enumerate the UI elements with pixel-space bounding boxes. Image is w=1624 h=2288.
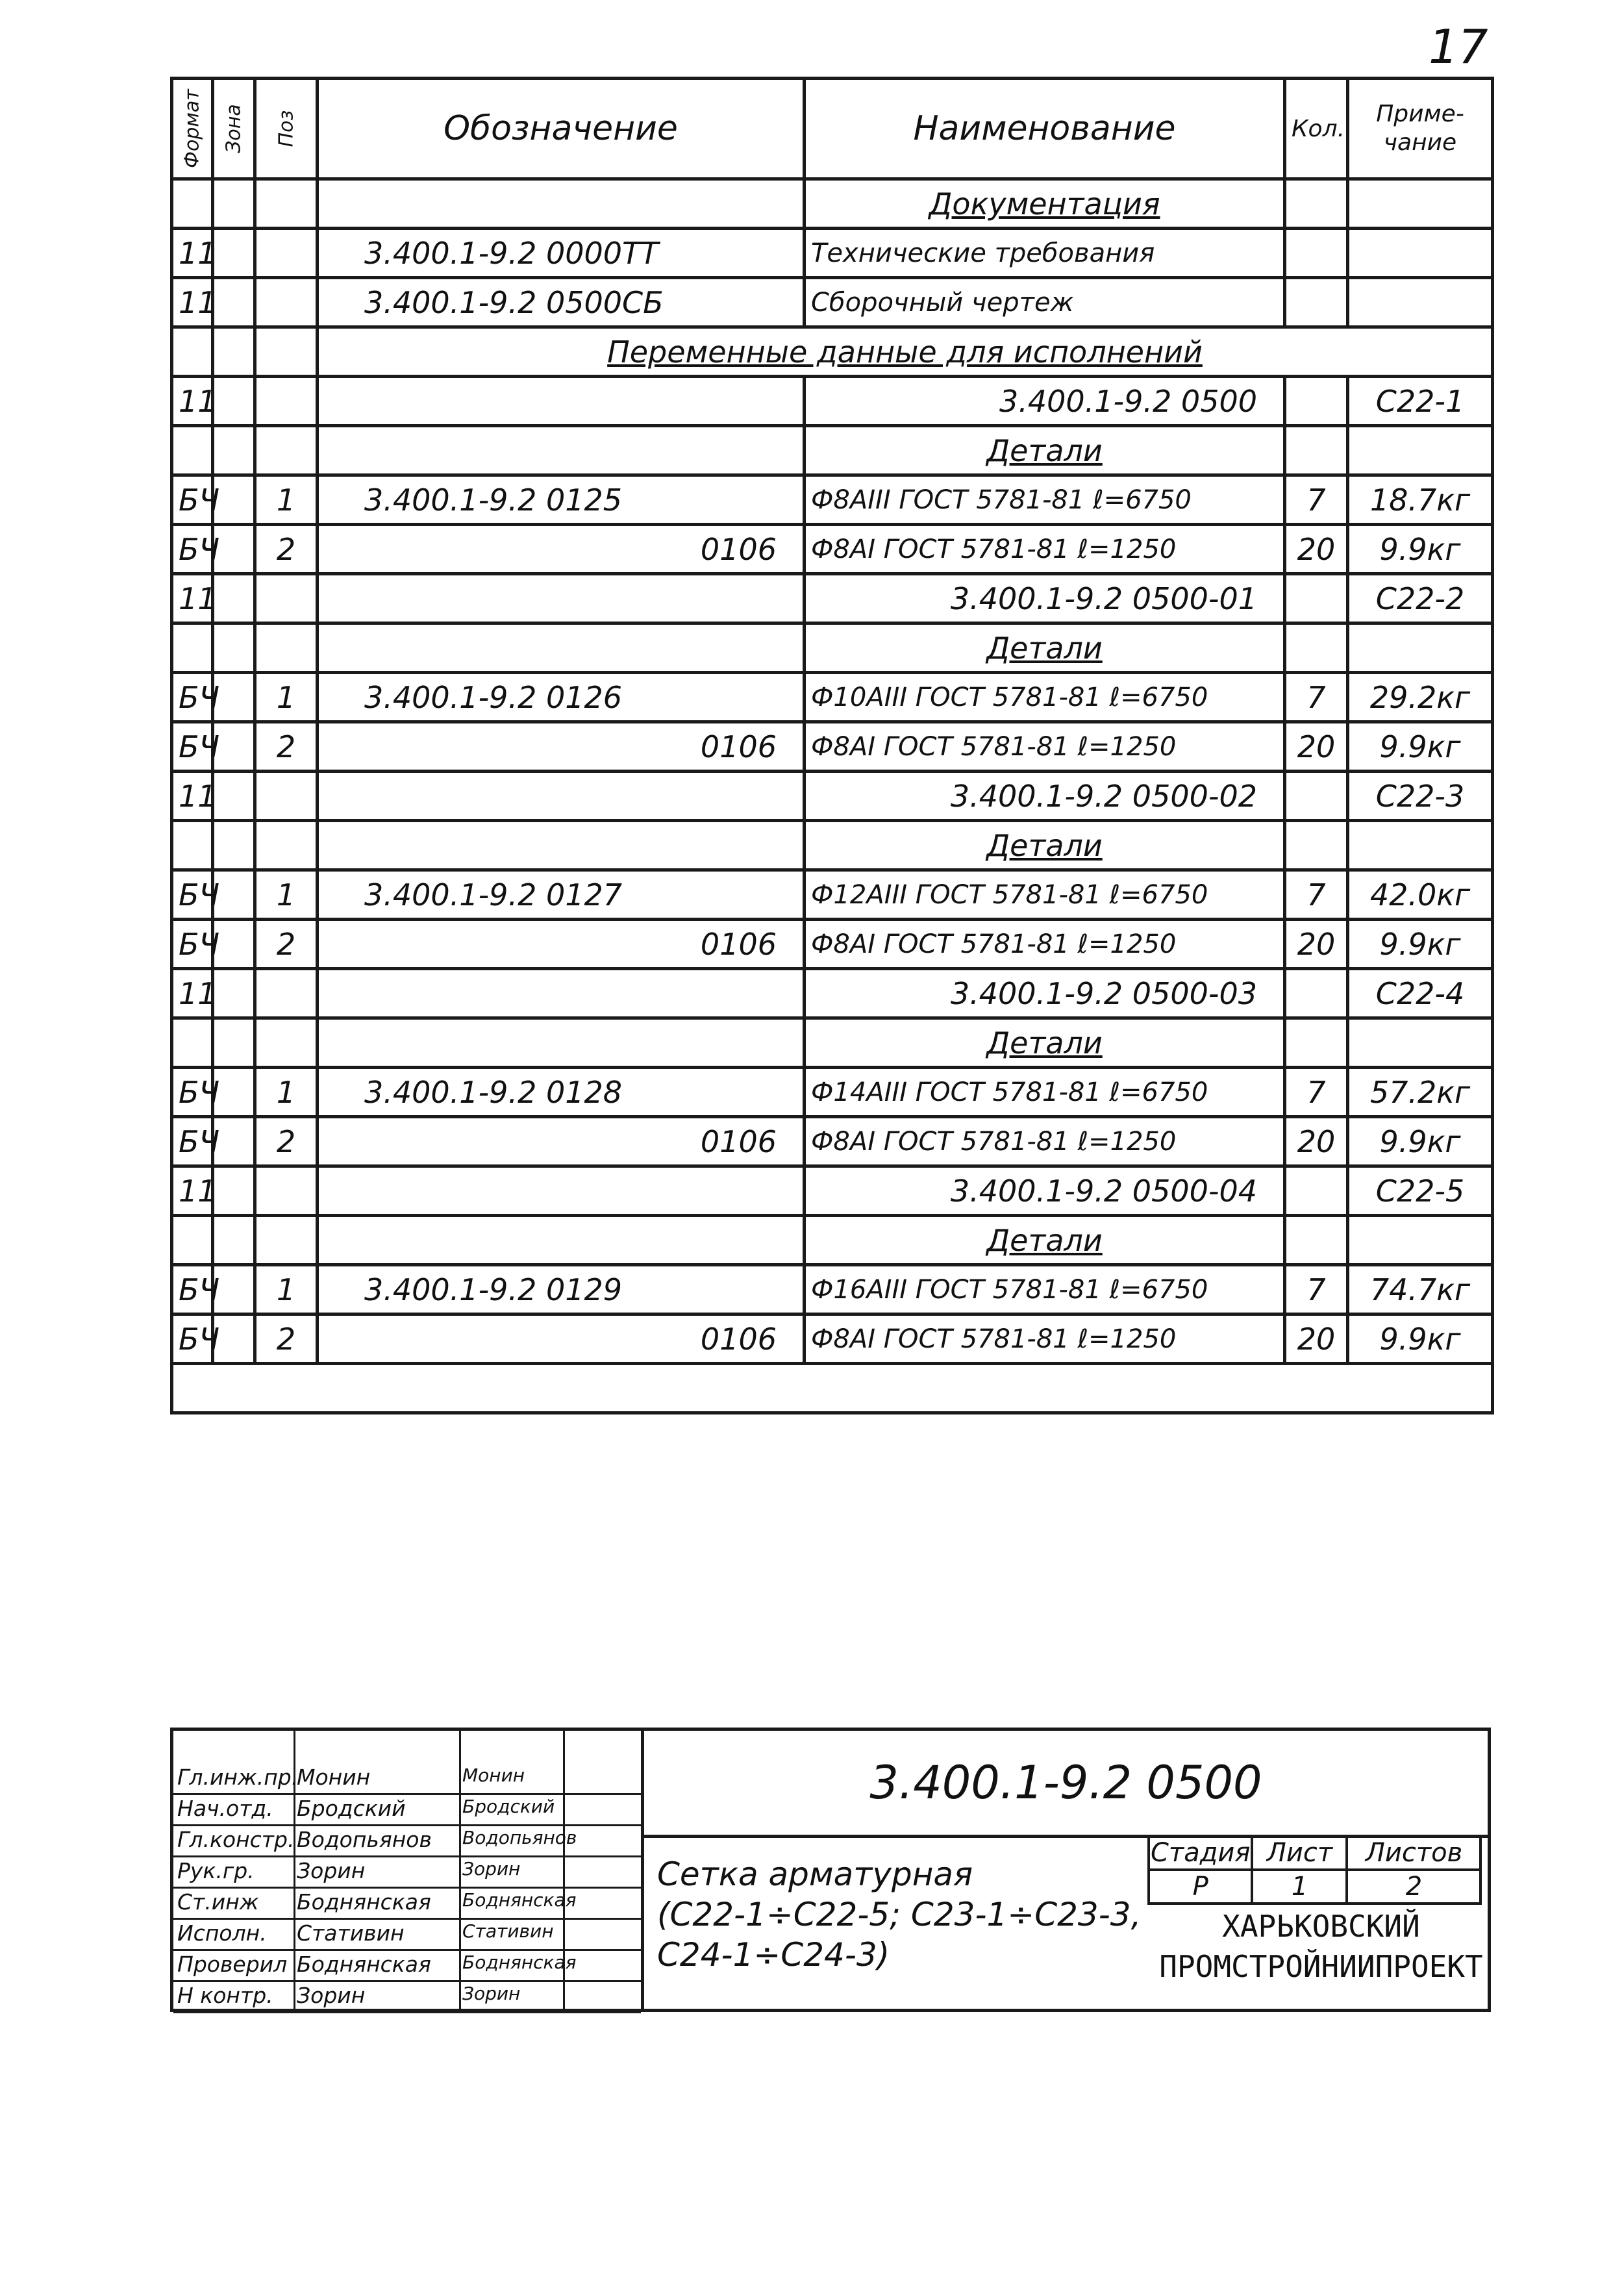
table-row-empty	[172, 1364, 1493, 1413]
sheets-value: 2	[1347, 1870, 1480, 1904]
signature-signature: Зорин	[462, 1983, 521, 2004]
cell-name: Ф8АI ГОСТ 5781-81 ℓ=1250	[805, 1314, 1285, 1364]
cell-designation: 0106	[318, 722, 805, 772]
cell-designation: 3.400.1-9.2 0125	[318, 475, 805, 525]
organization-name	[1147, 1906, 1495, 1987]
sheet-value: 1	[1252, 1870, 1347, 1904]
cell-pos: 2	[255, 722, 318, 772]
cell-note: 57.2кг	[1348, 1068, 1493, 1117]
sheet-label: Лист	[1252, 1836, 1347, 1870]
table-row	[172, 1018, 1493, 1068]
cell-note	[1348, 1018, 1493, 1068]
signature-name: Зорин	[297, 1858, 366, 1883]
cell-designation	[318, 1216, 805, 1265]
cell-name: Ф14АIII ГОСТ 5781-81 ℓ=6750	[805, 1068, 1285, 1117]
org-line-1: ХАРЬКОВСКИЙ	[1222, 1909, 1420, 1944]
table-row	[172, 574, 1493, 623]
table-row	[172, 870, 1493, 920]
cell-zone	[213, 1216, 255, 1265]
cell-pos: 2	[255, 1314, 318, 1364]
signature-row	[173, 1918, 641, 1951]
cell-name: Детали	[805, 623, 1285, 673]
cell-pos	[255, 821, 318, 870]
signature-row	[173, 1793, 641, 1826]
cell-format: БЧ	[172, 525, 213, 574]
cell-name: Ф12АIII ГОСТ 5781-81 ℓ=6750	[805, 870, 1285, 920]
signature-name: Боднянская	[297, 1952, 431, 1977]
signature-signature: Монин	[462, 1765, 525, 1786]
table-row	[172, 1068, 1493, 1117]
table-body	[172, 179, 1493, 1413]
cell-format: БЧ	[172, 475, 213, 525]
approval-signatures	[173, 1731, 641, 2009]
cell-format: 11	[172, 1166, 213, 1216]
signature-signature: Боднянская	[462, 1952, 577, 1973]
cell-qty	[1285, 229, 1348, 278]
cell-format: 11	[172, 772, 213, 821]
cell-pos	[255, 1018, 318, 1068]
cell-note	[1348, 278, 1493, 327]
cell-qty	[1285, 772, 1348, 821]
cell-name: 3.400.1-9.2 0500-03	[805, 969, 1285, 1018]
signature-role: Нач.отд.	[177, 1796, 273, 1821]
signature-role: Исполн.	[177, 1920, 267, 1946]
cell-zone	[213, 821, 255, 870]
cell-qty: 7	[1285, 1265, 1348, 1314]
header-pos: Поз	[255, 79, 318, 179]
cell-pos	[255, 278, 318, 327]
cell-name: Сборочный чертеж	[805, 278, 1285, 327]
cell-pos	[255, 426, 318, 475]
cell-name: Документация	[805, 179, 1285, 229]
cell-pos: 1	[255, 1265, 318, 1314]
cell-qty: 7	[1285, 1068, 1348, 1117]
signature-role: Гл.инж.пр.	[177, 1765, 299, 1790]
cell-designation: 3.400.1-9.2 0500СБ	[318, 278, 805, 327]
cell-zone	[213, 969, 255, 1018]
header-format: Формат	[172, 79, 213, 179]
table-header-row	[172, 79, 1493, 179]
cell-name: Ф8АIII ГОСТ 5781-81 ℓ=6750	[805, 475, 1285, 525]
cell-format: БЧ	[172, 1117, 213, 1166]
cell-designation: 3.400.1-9.2 0128	[318, 1068, 805, 1117]
cell-format: 11	[172, 278, 213, 327]
table-cell-empty	[255, 327, 318, 377]
table-row	[172, 920, 1493, 969]
cell-format: 11	[172, 377, 213, 426]
cell-pos	[255, 1216, 318, 1265]
table-row	[172, 623, 1493, 673]
cell-pos	[255, 179, 318, 229]
cell-zone	[213, 772, 255, 821]
cell-zone	[213, 179, 255, 229]
cell-qty	[1285, 574, 1348, 623]
cell-pos: 1	[255, 1068, 318, 1117]
cell-pos	[255, 969, 318, 1018]
cell-note: С22-2	[1348, 574, 1493, 623]
cell-name: Детали	[805, 821, 1285, 870]
cell-format	[172, 1018, 213, 1068]
cell-format: 11	[172, 229, 213, 278]
cell-qty: 7	[1285, 673, 1348, 722]
signature-row	[173, 1980, 641, 2013]
header-zone: Зона	[213, 79, 255, 179]
signature-role: Н контр.	[177, 1983, 273, 2008]
cell-designation	[318, 772, 805, 821]
cell-note	[1348, 179, 1493, 229]
signature-role: Ст.инж	[177, 1889, 259, 1915]
document-code: 3.400.1-9.2 0500	[644, 1731, 1488, 1838]
cell-designation: 3.400.1-9.2 0126	[318, 673, 805, 722]
signature-signature: Водопьянов	[462, 1827, 577, 1848]
table-row	[172, 525, 1493, 574]
specification-table	[170, 77, 1494, 1414]
cell-qty	[1285, 278, 1348, 327]
cell-qty: 20	[1285, 722, 1348, 772]
cell-name: Детали	[805, 1018, 1285, 1068]
cell-qty	[1285, 1216, 1348, 1265]
signature-role: Проверил	[177, 1952, 288, 1977]
cell-designation: 0106	[318, 1117, 805, 1166]
table-row	[172, 969, 1493, 1018]
signature-signature: Стативин	[462, 1920, 554, 1942]
cell-pos: 1	[255, 870, 318, 920]
cell-designation: 3.400.1-9.2 0000ТТ	[318, 229, 805, 278]
cell-pos: 2	[255, 1117, 318, 1166]
cell-name: Ф8АI ГОСТ 5781-81 ℓ=1250	[805, 1117, 1285, 1166]
cell-qty	[1285, 179, 1348, 229]
cell-format: БЧ	[172, 722, 213, 772]
cell-designation	[318, 969, 805, 1018]
empty-area	[172, 1364, 1493, 1413]
stage-sheet-table	[1147, 1835, 1482, 1905]
cell-format	[172, 1216, 213, 1265]
cell-note: С22-4	[1348, 969, 1493, 1018]
signature-row	[173, 1762, 641, 1795]
signature-name: Монин	[297, 1765, 371, 1790]
cell-note: 74.7кг	[1348, 1265, 1493, 1314]
cell-zone	[213, 574, 255, 623]
cell-qty	[1285, 377, 1348, 426]
cell-designation	[318, 1166, 805, 1216]
table-cell-empty	[213, 327, 255, 377]
cell-qty: 20	[1285, 1314, 1348, 1364]
stamp-main	[641, 1731, 1488, 2009]
sheets-label: Листов	[1347, 1836, 1480, 1870]
signature-signature: Боднянская	[462, 1889, 577, 1911]
cell-name: 3.400.1-9.2 0500-02	[805, 772, 1285, 821]
cell-qty: 20	[1285, 920, 1348, 969]
cell-name: Детали	[805, 426, 1285, 475]
cell-designation	[318, 377, 805, 426]
cell-zone	[213, 1018, 255, 1068]
table-cell-empty	[172, 327, 213, 377]
org-line-2: ПРОМСТРОЙНИИПРОЕКТ	[1159, 1949, 1483, 1984]
cell-name: 3.400.1-9.2 0500-04	[805, 1166, 1285, 1216]
title-line-2: (С22-1÷С22-5; С23-1÷С23-3,	[657, 1896, 1142, 1933]
table-row	[172, 1314, 1493, 1364]
title-block-stamp	[170, 1728, 1491, 2012]
cell-name: 3.400.1-9.2 0500-01	[805, 574, 1285, 623]
cell-pos	[255, 229, 318, 278]
cell-pos: 2	[255, 920, 318, 969]
cell-qty	[1285, 426, 1348, 475]
signature-row	[173, 1855, 641, 1889]
cell-format	[172, 426, 213, 475]
signature-name: Боднянская	[297, 1889, 431, 1915]
table-row	[172, 229, 1493, 278]
cell-note: 9.9кг	[1348, 525, 1493, 574]
cell-pos	[255, 377, 318, 426]
signature-name: Бродский	[297, 1796, 406, 1821]
cell-name: 3.400.1-9.2 0500	[805, 377, 1285, 426]
cell-pos: 1	[255, 673, 318, 722]
cell-note	[1348, 426, 1493, 475]
signature-signature: Бродский	[462, 1796, 555, 1817]
cell-qty	[1285, 1166, 1348, 1216]
cell-pos: 1	[255, 475, 318, 525]
cell-format: БЧ	[172, 1265, 213, 1314]
header-note: Приме-чание	[1348, 79, 1493, 179]
cell-designation	[318, 623, 805, 673]
cell-note	[1348, 623, 1493, 673]
cell-format	[172, 821, 213, 870]
cell-zone	[213, 229, 255, 278]
cell-zone	[213, 623, 255, 673]
table-row	[172, 673, 1493, 722]
cell-designation	[318, 1018, 805, 1068]
signature-row	[173, 1949, 641, 1982]
table-row	[172, 377, 1493, 426]
signature-role: Гл.констр.	[177, 1827, 295, 1852]
cell-note: 9.9кг	[1348, 920, 1493, 969]
stage-value: Р	[1149, 1870, 1252, 1904]
cell-format: БЧ	[172, 673, 213, 722]
cell-note: 9.9кг	[1348, 1314, 1493, 1364]
cell-qty	[1285, 969, 1348, 1018]
cell-name: Детали	[805, 1216, 1285, 1265]
cell-pos	[255, 623, 318, 673]
cell-designation: 3.400.1-9.2 0127	[318, 870, 805, 920]
cell-note: 29.2кг	[1348, 673, 1493, 722]
signature-role: Рук.гр.	[177, 1858, 255, 1883]
cell-name: Ф8АI ГОСТ 5781-81 ℓ=1250	[805, 722, 1285, 772]
table-row	[172, 278, 1493, 327]
stage-label: Стадия	[1149, 1836, 1252, 1870]
cell-pos	[255, 574, 318, 623]
signature-signature: Зорин	[462, 1858, 521, 1879]
cell-zone	[213, 1166, 255, 1216]
cell-designation: 0106	[318, 525, 805, 574]
cell-qty: 20	[1285, 525, 1348, 574]
cell-designation	[318, 821, 805, 870]
cell-qty	[1285, 623, 1348, 673]
cell-note: 9.9кг	[1348, 1117, 1493, 1166]
document-title	[657, 1854, 1141, 1975]
signature-name: Водопьянов	[297, 1827, 432, 1852]
cell-designation: 0106	[318, 920, 805, 969]
cell-designation	[318, 426, 805, 475]
table-row	[172, 426, 1493, 475]
cell-format: БЧ	[172, 1068, 213, 1117]
table-row	[172, 1117, 1493, 1166]
table-row	[172, 1265, 1493, 1314]
cell-pos	[255, 772, 318, 821]
cell-format	[172, 179, 213, 229]
cell-zone	[213, 426, 255, 475]
section-heading: Переменные данные для исполнений	[318, 327, 1493, 377]
cell-note	[1348, 229, 1493, 278]
cell-qty: 7	[1285, 475, 1348, 525]
cell-format: 11	[172, 969, 213, 1018]
cell-pos: 2	[255, 525, 318, 574]
cell-note: 42.0кг	[1348, 870, 1493, 920]
cell-note: 18.7кг	[1348, 475, 1493, 525]
cell-note: С22-3	[1348, 772, 1493, 821]
signature-name: Зорин	[297, 1983, 366, 2008]
cell-designation: 3.400.1-9.2 0129	[318, 1265, 805, 1314]
cell-qty	[1285, 1018, 1348, 1068]
table-row	[172, 722, 1493, 772]
cell-note: С22-5	[1348, 1166, 1493, 1216]
signature-row	[173, 1887, 641, 1920]
cell-format: БЧ	[172, 1314, 213, 1364]
sheet-number: 17	[1429, 19, 1488, 74]
cell-qty: 7	[1285, 870, 1348, 920]
cell-name: Технические требования	[805, 229, 1285, 278]
cell-name: Ф8АI ГОСТ 5781-81 ℓ=1250	[805, 525, 1285, 574]
cell-designation	[318, 179, 805, 229]
cell-pos	[255, 1166, 318, 1216]
cell-format: БЧ	[172, 870, 213, 920]
signature-row	[173, 1824, 641, 1857]
cell-format: БЧ	[172, 920, 213, 969]
cell-name: Ф16АIII ГОСТ 5781-81 ℓ=6750	[805, 1265, 1285, 1314]
table-row	[172, 475, 1493, 525]
table-row	[172, 179, 1493, 229]
table-row	[172, 1216, 1493, 1265]
title-line-3: С24-1÷С24-3)	[657, 1936, 890, 1974]
table-row	[172, 821, 1493, 870]
cell-format	[172, 623, 213, 673]
cell-note	[1348, 1216, 1493, 1265]
cell-designation: 0106	[318, 1314, 805, 1364]
table-row	[172, 772, 1493, 821]
header-qty: Кол.	[1285, 79, 1348, 179]
table-row	[172, 1166, 1493, 1216]
cell-note: 9.9кг	[1348, 722, 1493, 772]
cell-qty: 20	[1285, 1117, 1348, 1166]
cell-designation	[318, 574, 805, 623]
title-line-1: Сетка арматурная	[657, 1855, 973, 1893]
cell-note	[1348, 821, 1493, 870]
header-designation: Обозначение	[318, 79, 805, 179]
cell-name: Ф8АI ГОСТ 5781-81 ℓ=1250	[805, 920, 1285, 969]
signature-name: Стативин	[297, 1920, 405, 1946]
cell-zone	[213, 377, 255, 426]
cell-zone	[213, 278, 255, 327]
cell-name: Ф10АIII ГОСТ 5781-81 ℓ=6750	[805, 673, 1285, 722]
table-row	[172, 327, 1493, 377]
cell-note: С22-1	[1348, 377, 1493, 426]
cell-format: 11	[172, 574, 213, 623]
header-name: Наименование	[805, 79, 1285, 179]
cell-qty	[1285, 821, 1348, 870]
